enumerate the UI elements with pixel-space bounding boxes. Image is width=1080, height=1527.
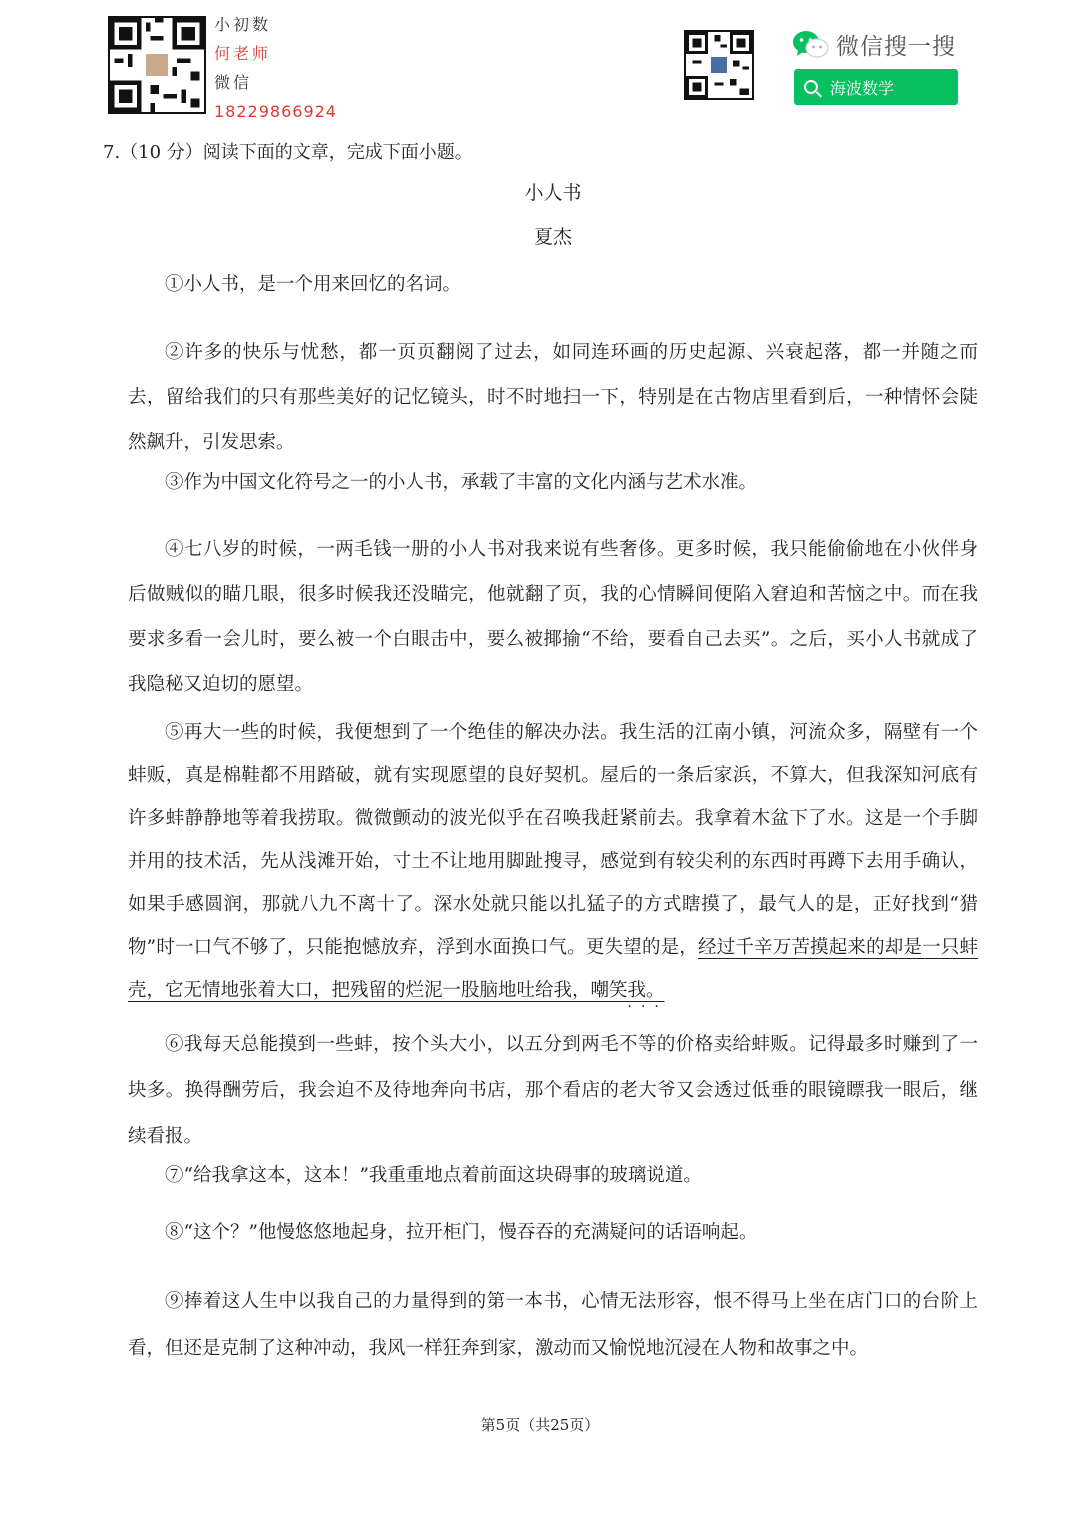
wechat-search-button[interactable] bbox=[794, 69, 958, 105]
paragraph-3: ③作为中国文化符号之一的小人书，承载了丰富的文化内涵与艺术水准。 bbox=[165, 472, 758, 493]
paragraph-5 bbox=[128, 711, 978, 1015]
search-icon bbox=[804, 80, 818, 94]
article-author: 夏杰 bbox=[533, 226, 572, 248]
wechat-search-text: 微信搜一搜 bbox=[836, 34, 956, 60]
teacher-contact bbox=[214, 10, 337, 126]
paragraph-5-text: ⑤再大一些的时候，我便想到了一个绝佳的解决办法。我生活的江南小镇，河流众多，隔壁有一个蚌贩，真是棉鞋都不用踏破，就有实现愿望的良好契机。屋后的一条后家浜，不算大，但我深知河底有许多蚌静静地等着我捞取。微微颤动的波光似乎在召唤我赶紧前去。我拿着木盆下了水。这是一个手脚并用的技术活，先从浅滩开始，寸土不让地用脚趾搜寻，感觉到有较尖利的东西时再蹲下去用手确认，如果手感圆润，那就八九不离十了。深水处就只能以扎猛子的方式瞎摸了，最气人的是，正好找到“猎物”时一口气不够了，只能抱憾放弃，浮到水面换口气。更失望的是， bbox=[128, 722, 978, 958]
wechat-search-button-label: 海波数学 bbox=[830, 78, 895, 98]
contact-phone: 18229866924 bbox=[214, 102, 337, 121]
qr-code-icon bbox=[108, 16, 206, 114]
contact-line-3: 微信 bbox=[214, 73, 253, 92]
contact-line-1: 小初数 bbox=[214, 15, 272, 34]
contact-line-2: 何老师 bbox=[214, 44, 272, 63]
emphasis-dotted-word bbox=[590, 980, 668, 1015]
article-title: 小人书 bbox=[524, 182, 582, 204]
paragraph-4: ④七八岁的时候，一两毛钱一册的小人书对我来说有些奢侈。更多时候，我只能偷偷地在小伙伴身后做贼似的瞄几眼，很多时候我还没瞄完，他就翻了页，我的心情瞬间便陷入窘迫和苦恼之中。而在我要求多看一会儿时，要么被一个白眼击中，要么被揶揄“不给，要看自己去买”。之后，买小人书就成了我隐秘又迫切的愿望。 bbox=[128, 539, 978, 695]
qr-code-icon bbox=[684, 30, 754, 100]
paragraph-8: ⑧“这个？”他慢悠悠地起身，拉开柜门，慢吞吞的充满疑问的话语响起。 bbox=[165, 1222, 758, 1243]
wechat-logo-icon bbox=[792, 29, 830, 61]
paragraph-5-end: 。 bbox=[646, 980, 665, 1001]
dotted-text: 嘲笑我 bbox=[590, 980, 647, 1001]
paragraph-1: ①小人书，是一个用来回忆的名词。 bbox=[165, 274, 462, 295]
wechat-search-label bbox=[792, 28, 956, 61]
page-number: 第5页（共25页） bbox=[480, 1416, 600, 1434]
question-label: 7.（10 分）阅读下面的文章，完成下面小题。 bbox=[103, 142, 473, 163]
paragraph-9: ⑨捧着这人生中以我自己的力量得到的第一本书，心情无法形容，恨不得马上坐在店门口的台阶上看，但还是克制了这种冲动，我风一样狂奔到家，激动而又愉悦地沉浸在人物和故事之中。 bbox=[128, 1291, 978, 1359]
paragraph-7: ⑦“给我拿这本，这本！”我重重地点着前面这块碍事的玻璃说道。 bbox=[165, 1165, 702, 1186]
paragraph-6: ⑥我每天总能摸到一些蚌，按个头大小，以五分到两毛不等的价格卖给蚌贩。记得最多时赚到了一块多。换得酬劳后，我会迫不及待地奔向书店，那个看店的老大爷又会透过低垂的眼镜瞟我一眼后，继续看报。 bbox=[128, 1034, 978, 1147]
emphasis-dots: ··· bbox=[627, 999, 668, 1015]
paragraph-2: ②许多的快乐与忧愁，都一页页翻阅了过去，如同连环画的历史起源、兴衰起落，都一并随之而去，留给我们的只有那些美好的记忆镜头，时不时地扫一下，特别是在古物店里看到后，一种情怀会陡然飙升，引发思索。 bbox=[128, 342, 978, 453]
underlined-text: 经过千辛万苦摸起来的却是一只蚌壳，它无情地张着大口，把残留的烂泥一股脑地吐给我， bbox=[128, 937, 978, 1001]
